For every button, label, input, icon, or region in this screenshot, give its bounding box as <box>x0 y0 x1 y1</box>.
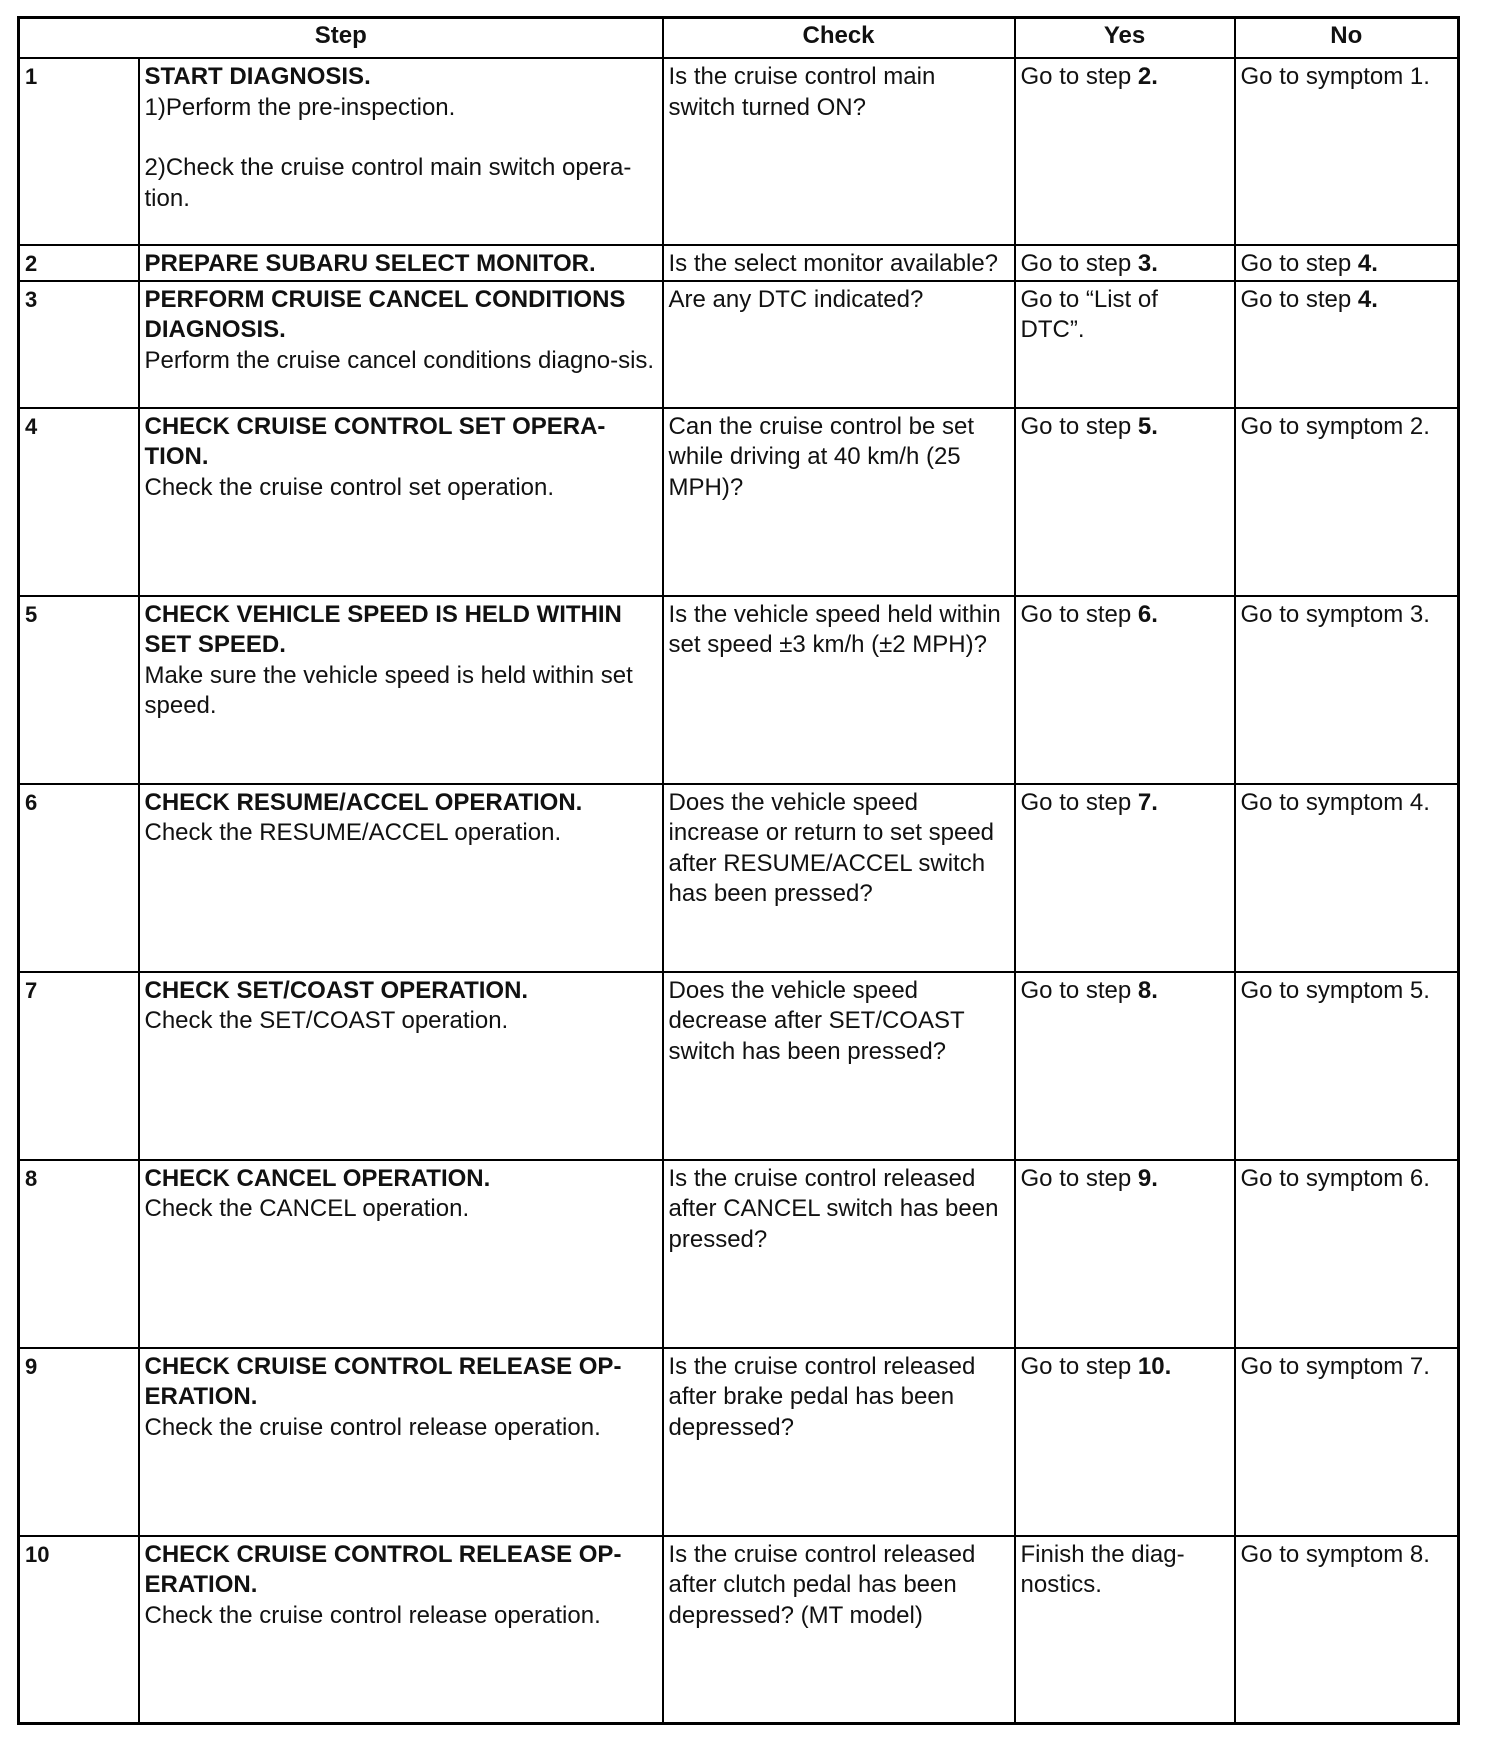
step-number: 1 <box>19 58 139 245</box>
step-number: 4 <box>19 408 139 596</box>
step-description: Check the cruise control release operation. <box>144 1601 601 1629</box>
step-title: PERFORM CRUISE CANCEL CONDITIONS DIAGNOSIS. <box>144 285 626 343</box>
step-title: CHECK CRUISE CONTROL SET OPERA-TION. <box>144 412 606 470</box>
table-row <box>19 1160 1459 1348</box>
step-description: Perform the cruise cancel conditions diagno-sis. <box>144 346 655 374</box>
step-description-2: 2)Check the cruise control main switch opera-tion. <box>144 154 632 212</box>
check-cell: Is the cruise control released after brake pedal has been depressed? <box>663 1348 1015 1536</box>
no-cell: Go to symptom 3. <box>1235 596 1459 784</box>
step-description: Check the CANCEL operation. <box>144 1195 470 1222</box>
no-cell: Go to step 4. <box>1235 281 1459 408</box>
step-cell <box>139 1160 663 1348</box>
yes-cell: Go to step 10. <box>1015 1348 1235 1536</box>
yes-cell: Go to step 3. <box>1015 245 1235 281</box>
diagnosis-table <box>17 16 1460 1725</box>
table-row <box>19 1348 1459 1536</box>
step-number: 6 <box>19 784 139 972</box>
step-cell <box>139 972 663 1160</box>
check-cell: Is the vehicle speed held within set speed ±3 km/h (±2 MPH)? <box>663 596 1015 784</box>
step-number: 5 <box>19 596 139 784</box>
table-row <box>19 1536 1459 1724</box>
yes-cell: Go to step 8. <box>1015 972 1235 1160</box>
step-description: Make sure the vehicle speed is held within set speed. <box>144 661 633 719</box>
no-cell: Go to symptom 4. <box>1235 784 1459 972</box>
step-description: Check the cruise control set operation. <box>144 473 555 501</box>
table-row <box>19 281 1459 408</box>
step-description: 1)Perform the pre-inspection. <box>144 93 456 121</box>
step-number: 7 <box>19 972 139 1160</box>
no-cell: Go to step 4. <box>1235 245 1459 281</box>
no-cell: Go to symptom 6. <box>1235 1160 1459 1348</box>
table-row <box>19 784 1459 972</box>
check-cell: Is the select monitor available? <box>663 245 1015 281</box>
step-number: 3 <box>19 281 139 408</box>
yes-cell: Finish the diag-nostics. <box>1015 1536 1235 1724</box>
step-number: 10 <box>19 1536 139 1724</box>
header-yes: Yes <box>1015 18 1235 59</box>
header-step: Step <box>19 18 663 59</box>
step-description: Check the RESUME/ACCEL operation. <box>144 819 562 846</box>
yes-cell: Go to step 7. <box>1015 784 1235 972</box>
yes-cell: Go to step 2. <box>1015 58 1235 245</box>
step-title: CHECK CRUISE CONTROL RELEASE OP-ERATION. <box>144 1352 622 1410</box>
step-title: CHECK CANCEL OPERATION. <box>144 1164 491 1192</box>
step-cell <box>139 58 663 245</box>
no-cell: Go to symptom 1. <box>1235 58 1459 245</box>
check-cell: Are any DTC indicated? <box>663 281 1015 408</box>
step-title: CHECK CRUISE CONTROL RELEASE OP-ERATION. <box>144 1540 622 1598</box>
no-cell: Go to symptom 2. <box>1235 408 1459 596</box>
step-title: CHECK SET/COAST OPERATION. <box>144 976 529 1004</box>
step-cell <box>139 1536 663 1724</box>
no-cell: Go to symptom 5. <box>1235 972 1459 1160</box>
header-row <box>19 18 1459 59</box>
step-description: Check the SET/COAST operation. <box>144 1007 509 1034</box>
check-cell: Does the vehicle speed decrease after SET/COAST switch has been pressed? <box>663 972 1015 1160</box>
table-row <box>19 245 1459 281</box>
no-cell: Go to symptom 7. <box>1235 1348 1459 1536</box>
check-cell: Is the cruise control main switch turned ON? <box>663 58 1015 245</box>
check-cell: Can the cruise control be set while driving at 40 km/h (25 MPH)? <box>663 408 1015 596</box>
table-row <box>19 972 1459 1160</box>
step-title: CHECK RESUME/ACCEL OPERATION. <box>144 788 583 816</box>
check-cell: Is the cruise control released after clutch pedal has been depressed? (MT model) <box>663 1536 1015 1724</box>
no-cell: Go to symptom 8. <box>1235 1536 1459 1724</box>
check-cell: Is the cruise control released after CANCEL switch has been pressed? <box>663 1160 1015 1348</box>
table-row <box>19 408 1459 596</box>
yes-cell: Go to step 9. <box>1015 1160 1235 1348</box>
check-cell: Does the vehicle speed increase or return to set speed after RESUME/ACCEL switch has been pressed? <box>663 784 1015 972</box>
header-no: No <box>1235 18 1459 59</box>
step-title: CHECK VEHICLE SPEED IS HELD WITHIN SET SPEED. <box>144 600 622 658</box>
step-cell <box>139 408 663 596</box>
table-row <box>19 596 1459 784</box>
step-cell <box>139 1348 663 1536</box>
yes-cell: Go to step 5. <box>1015 408 1235 596</box>
step-number: 9 <box>19 1348 139 1536</box>
step-title: PREPARE SUBARU SELECT MONITOR. <box>144 250 596 277</box>
step-description: Check the cruise control release operation. <box>144 1413 601 1441</box>
header-check: Check <box>663 18 1015 59</box>
step-cell <box>139 281 663 408</box>
yes-cell: Go to step 6. <box>1015 596 1235 784</box>
table-row <box>19 58 1459 245</box>
step-number: 8 <box>19 1160 139 1348</box>
yes-cell: Go to “List of DTC”. <box>1015 281 1235 408</box>
step-number: 2 <box>19 245 139 281</box>
step-cell <box>139 596 663 784</box>
step-cell <box>139 245 663 281</box>
step-cell <box>139 784 663 972</box>
step-title: START DIAGNOSIS. <box>144 63 371 90</box>
